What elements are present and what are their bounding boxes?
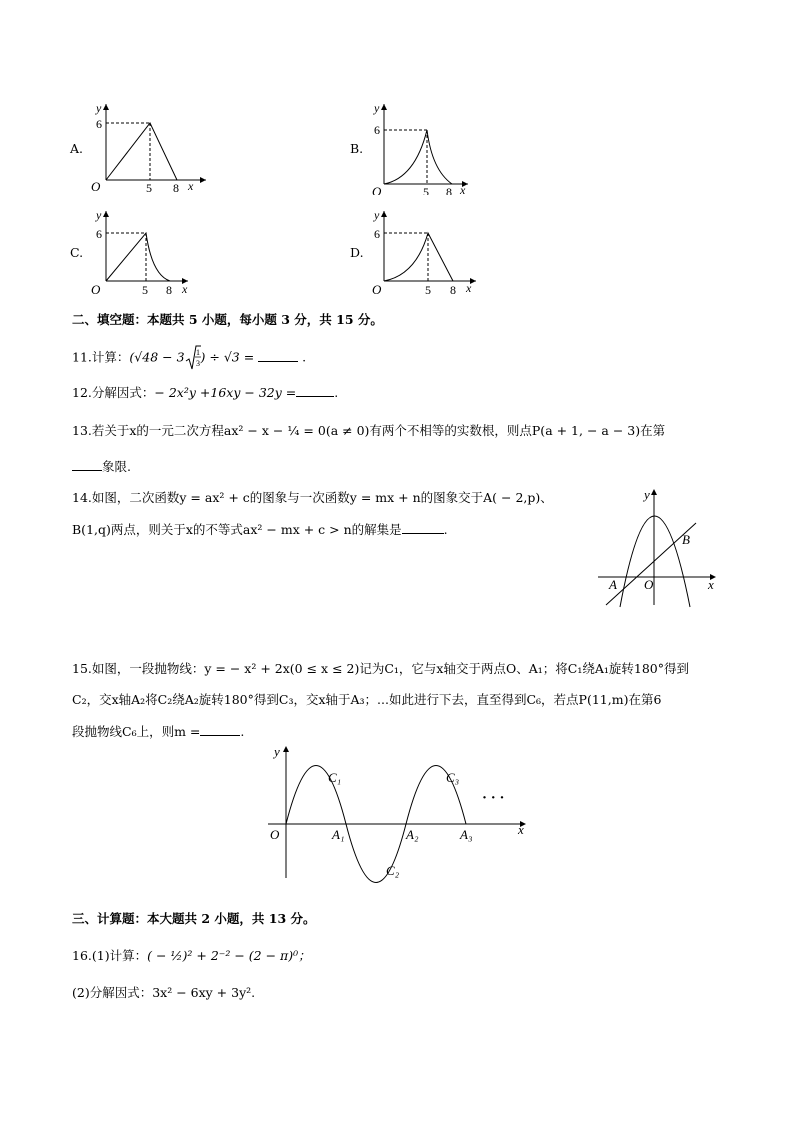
question-15-line-1: 15.如图，一段抛物线：y = − x² + 2x(0 ≤ x ≤ 2)记为C₁，它与x轴交于两点O、A₁；将C₁绕A₁旋转180°得到 (72, 661, 689, 676)
option-b-plot (370, 100, 490, 195)
option-c-label: C. (70, 245, 84, 260)
svg-text:y: y (374, 101, 380, 115)
svg-text:O: O (372, 282, 382, 297)
question-14-line-2: B(1,q)两点，则关于x的不等式ax² − mx + c > n的解集是 . (72, 522, 448, 537)
question-14-line-1: 14.如图，二次函数y = ax² + c的图象与一次函数y = mx + n的图象交于A( − 2,p)、 (72, 490, 553, 505)
svg-text:5: 5 (423, 185, 429, 195)
question-15-line-3: 段抛物线C₆上，则m = . (72, 724, 245, 739)
svg-text:1: 1 (195, 348, 200, 357)
question-16-line-2: (2)分解因式：3x² − 6xy + 3y². (72, 985, 256, 1000)
svg-text:O: O (270, 827, 280, 842)
option-b-graph (350, 100, 490, 195)
question-11: 11.计算：(√48 − 3 1 3 ) ÷ √3 = . (72, 345, 306, 371)
svg-text:x: x (460, 183, 466, 195)
svg-text:A₂: A₂ (406, 827, 419, 842)
option-d-plot (370, 207, 490, 302)
x-tick-5: 5 (146, 181, 152, 195)
svg-text:C₁: C₁ (328, 770, 342, 785)
svg-text:O: O (91, 282, 101, 297)
section-2-heading: 二、填空题：本题共 5 小题，每小题 3 分，共 15 分。 (72, 312, 383, 327)
svg-text:C₃: C₃ (446, 770, 460, 785)
svg-text:3: 3 (195, 359, 200, 368)
y-label: y (96, 101, 102, 115)
svg-text:· · ·: · · · (482, 790, 505, 806)
svg-text:6: 6 (374, 227, 380, 241)
option-a-label: A. (70, 141, 84, 156)
x-label: x (188, 179, 194, 193)
option-a-plot (88, 100, 208, 195)
option-a-graph (70, 100, 210, 195)
question-15-line-2: C₂，交x轴A₂将C₂绕A₂旋转180°得到C₃，交x轴于A₃；...如此进行下去，直至得到C₆，若点P(11,m)在第6 (72, 692, 662, 707)
q15-figure (262, 742, 534, 884)
sqrt-fraction (185, 345, 201, 371)
svg-text:8: 8 (446, 185, 452, 195)
option-c-plot (88, 207, 208, 302)
function-curve (106, 233, 170, 281)
question-13-line-2: 象限. (72, 458, 131, 476)
svg-text:x: x (466, 281, 472, 295)
function-curve (384, 233, 453, 281)
svg-text:y: y (374, 208, 380, 222)
svg-text:O: O (644, 577, 654, 592)
svg-text:x: x (182, 282, 188, 296)
q14-figure (592, 485, 722, 610)
svg-text:y: y (96, 208, 102, 222)
svg-text:5: 5 (142, 283, 148, 297)
question-12: 12.分解因式：− 2x²y +16xy − 32y = . (72, 385, 339, 400)
svg-text:B: B (682, 532, 690, 547)
svg-text:y: y (274, 744, 280, 759)
svg-text:A: A (609, 577, 617, 592)
function-curve (106, 123, 177, 180)
svg-text:x: x (708, 577, 714, 592)
y-tick: 6 (96, 117, 102, 131)
svg-text:6: 6 (374, 123, 380, 137)
option-d-graph (350, 207, 490, 302)
svg-text:x: x (518, 822, 524, 837)
question-13-line-1: 13.若关于x的一元二次方程ax² − x − ¼ = 0(a ≠ 0)有两个不相等的实数根，则点P(a + 1, − a − 3)在第 (72, 423, 666, 438)
svg-text:y: y (644, 487, 650, 502)
svg-text:8: 8 (166, 283, 172, 297)
svg-text:6: 6 (96, 227, 102, 241)
svg-text:O: O (372, 184, 382, 195)
function-curve (384, 130, 452, 184)
svg-text:A₃: A₃ (460, 827, 473, 842)
svg-text:A₁: A₁ (332, 827, 345, 842)
x-tick-8: 8 (173, 181, 179, 195)
section-3-heading: 三、计算题：本大题共 2 小题，共 13 分。 (72, 911, 316, 926)
option-c-graph (70, 207, 210, 302)
question-16-line-1: 16.(1)计算：( − ½)² + 2⁻² − (2 − π)⁰； (72, 948, 311, 963)
option-d-label: D. (350, 245, 364, 260)
option-b-label: B. (350, 141, 364, 156)
parabola (620, 516, 690, 607)
svg-text:C₂: C₂ (386, 863, 400, 878)
origin-label: O (91, 179, 101, 194)
svg-text:5: 5 (425, 283, 431, 297)
svg-text:8: 8 (450, 283, 456, 297)
